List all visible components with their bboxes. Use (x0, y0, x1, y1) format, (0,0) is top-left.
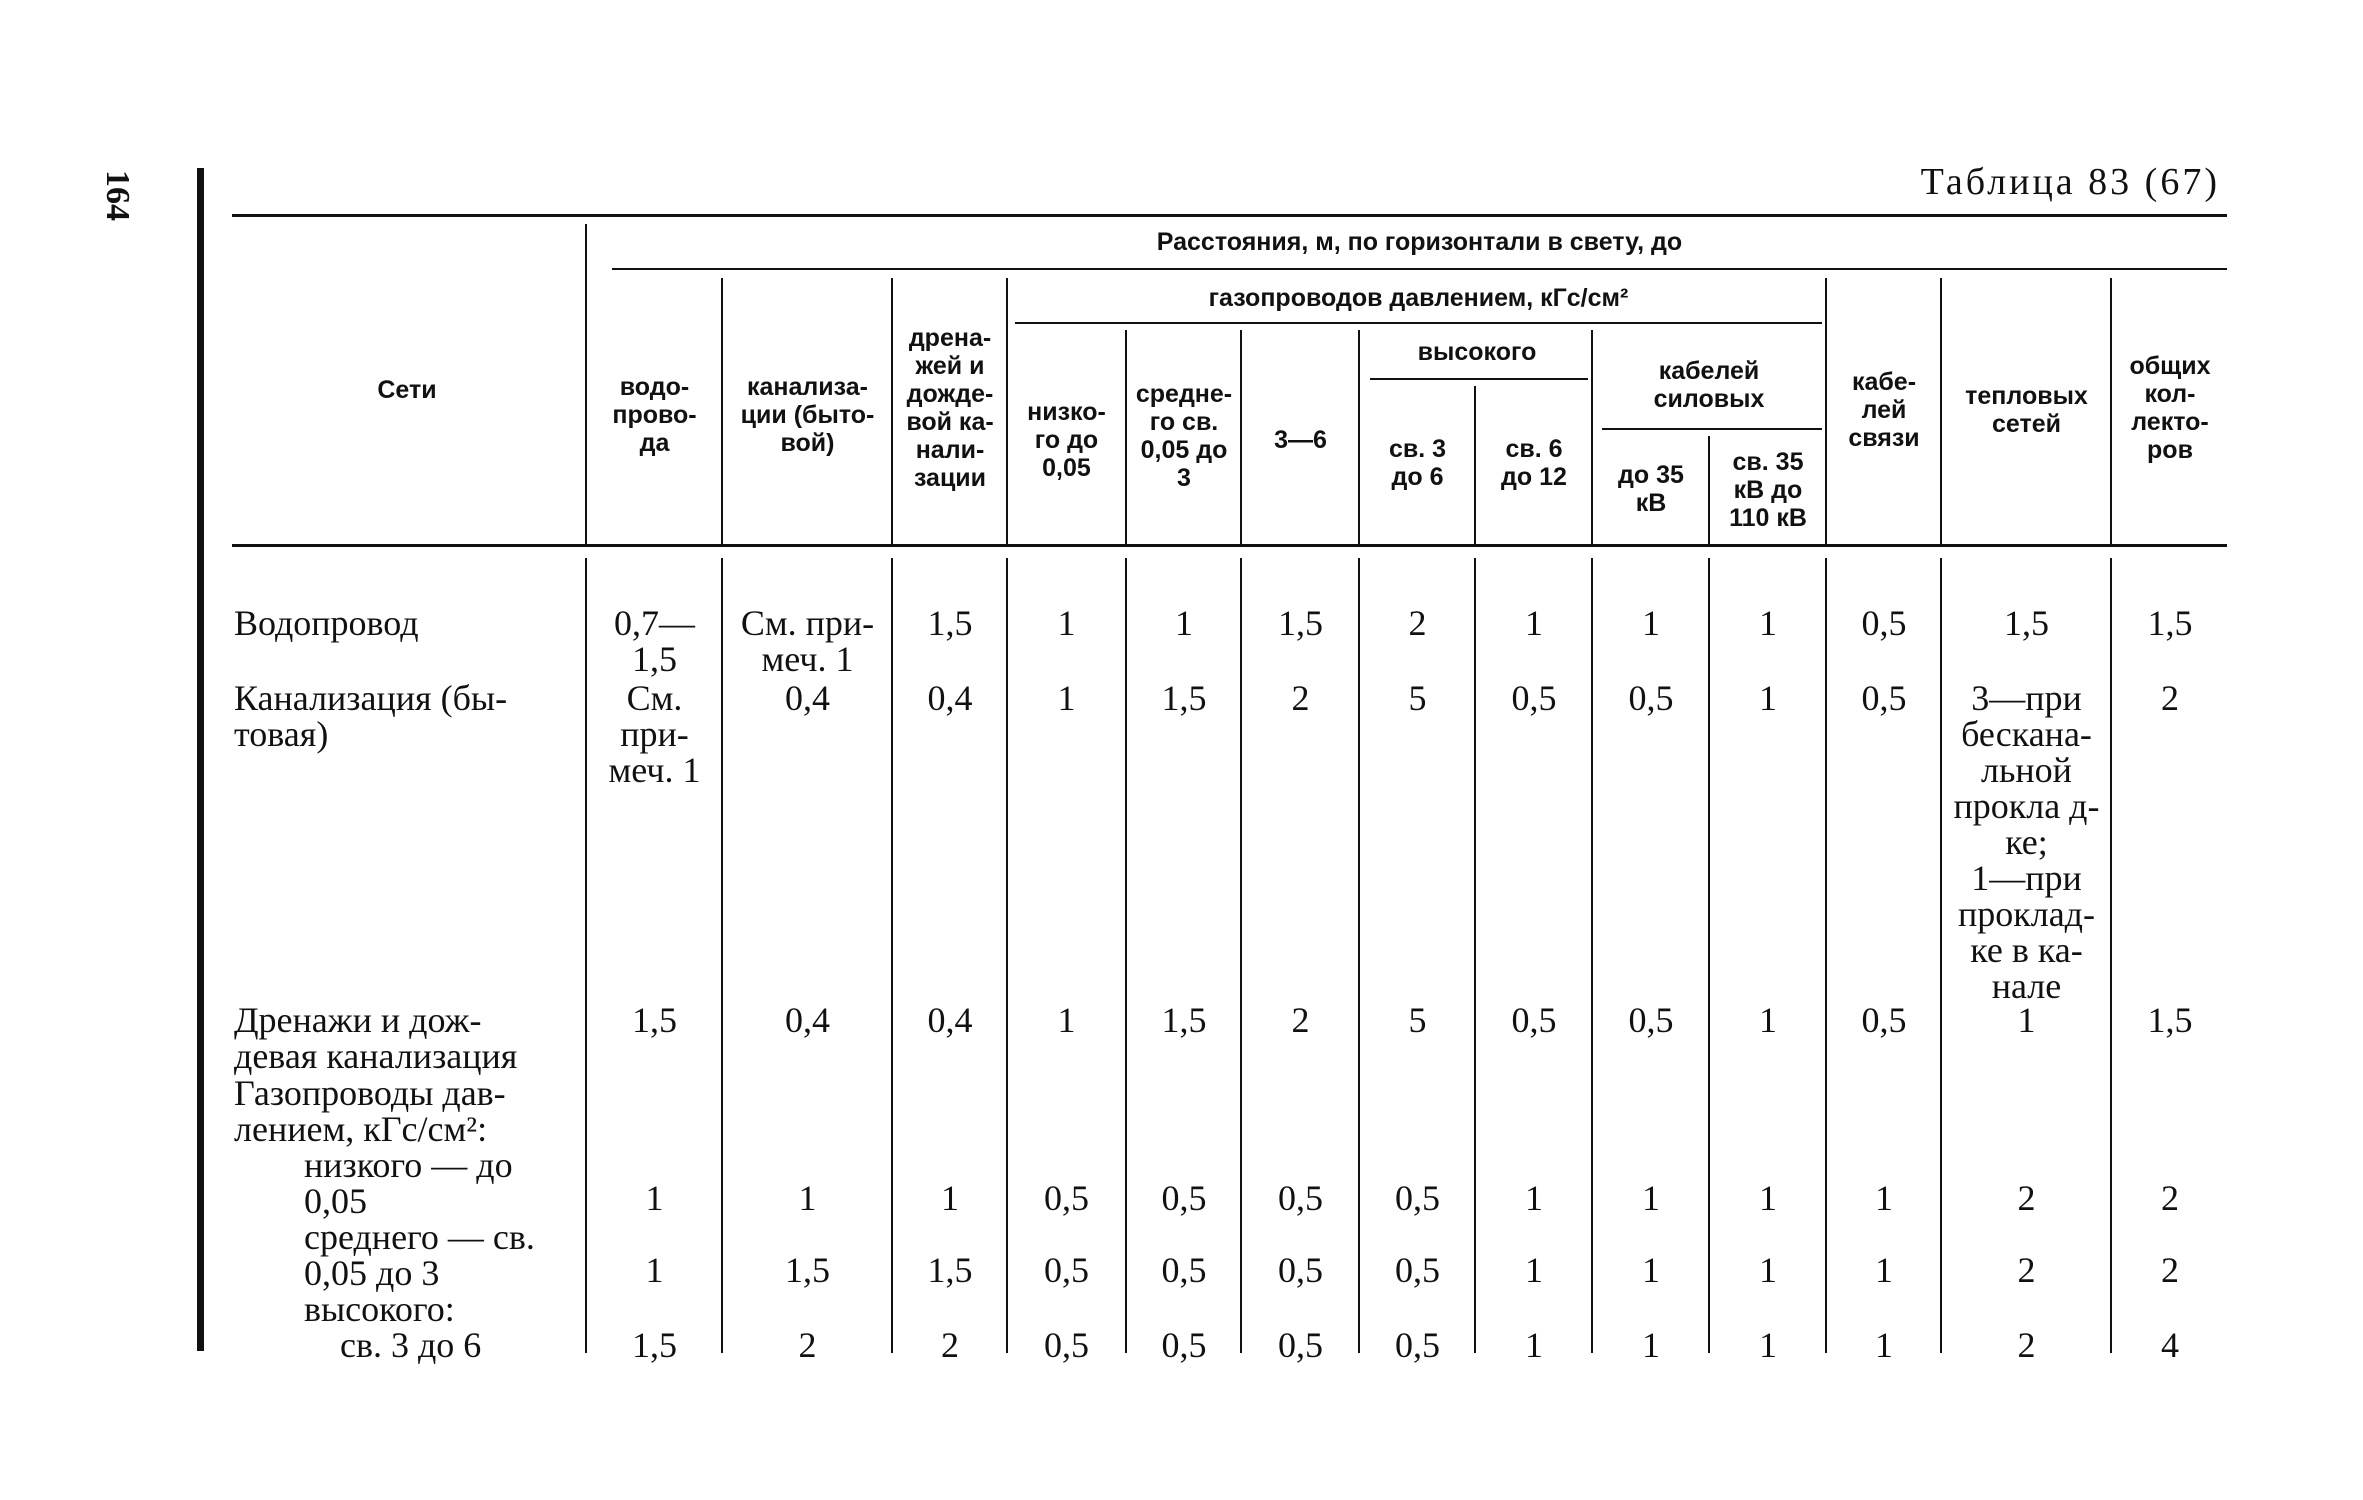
table-cell: 0,5 (1161, 1178, 1207, 1218)
table-cell: 0,5 (1511, 678, 1557, 718)
table-cell: 0,5 (1278, 1178, 1323, 1218)
table-cell: 1 (1759, 1000, 1777, 1040)
table-cell: 0,5 (1161, 1250, 1207, 1290)
table-cell: 1 (1759, 678, 1777, 718)
table-cell: 1 (1057, 1000, 1076, 1040)
table-cell: 0,5 (1161, 1325, 1207, 1365)
body-divider (1474, 558, 1476, 1353)
column-header: св. 3 до 6 (1388, 434, 1447, 491)
table-cell: 1 (1175, 603, 1193, 643)
header-divider (891, 278, 893, 546)
row-label-drainage: Дренажи и дож- девая канализация (234, 1000, 518, 1076)
header-divider (585, 224, 587, 546)
table-cell: 2 (2161, 678, 2179, 718)
table-cell: 1,5 (927, 603, 973, 643)
header-divider (1474, 386, 1476, 546)
body-divider (1006, 558, 1008, 1353)
header-networks: Сети (377, 376, 437, 404)
table-cell: 1 (1525, 603, 1543, 643)
header-divider (1240, 330, 1242, 546)
table-cell: 1,5 (632, 1325, 677, 1365)
page-number: 164 (99, 170, 136, 221)
table-cell: 0,5 (1395, 1325, 1440, 1365)
header-power-cables: кабелей силовых (1653, 357, 1765, 413)
table-cell: 2 (2017, 1250, 2036, 1290)
column-header: св. 6 до 12 (1501, 434, 1567, 491)
table-cell: 1 (645, 1250, 664, 1290)
table-cell: 1,5 (1161, 1000, 1207, 1040)
table-caption: Таблица 83 (67) (1920, 161, 2220, 203)
table-cell: 0,4 (927, 678, 973, 718)
table-cell: 1 (1057, 603, 1076, 643)
header-divider (1708, 436, 1710, 546)
table-cell: 1,5 (1278, 603, 1323, 643)
table-cell: 0,4 (785, 1000, 830, 1040)
table-cell: 1,5 (2004, 603, 2049, 643)
header-distances: Расстояния, м, по горизонтали в свету, до (1156, 228, 1683, 256)
table-cell: 0,5 (1861, 603, 1907, 643)
table-cell: 2 (1291, 1000, 1310, 1040)
column-header: дрена- жей и дожде- вой ка- нали- зации (906, 323, 994, 492)
header-divider (1825, 278, 1827, 546)
table-cell: 0,5 (1861, 678, 1907, 718)
table-cell: 0,5 (1395, 1178, 1440, 1218)
table-cell: 3—при бескана- льной прокла д- ке; 1—при проклад- ке в ка- нале (1953, 678, 2100, 1006)
table-cell: 0,5 (1511, 1000, 1557, 1040)
table-cell: См. при- меч. 1 (740, 603, 875, 679)
column-header: св. 35 кВ до 110 кВ (1729, 448, 1807, 532)
table-cell: 0,7— 1,5 (614, 603, 695, 679)
table-cell: 1 (1759, 1325, 1777, 1365)
table-cell: 1 (645, 1178, 664, 1218)
column-header: водо- прово- да (612, 373, 697, 457)
table-cell: 1 (1642, 1325, 1660, 1365)
column-header: канализа- ции (быто- вой) (740, 373, 875, 457)
table-cell: 1 (798, 1178, 817, 1218)
table-cell: 0,5 (1044, 1178, 1089, 1218)
table-cell: 1 (1642, 603, 1660, 643)
page-spine-rule (197, 168, 204, 1351)
table-cell: 1 (1057, 678, 1076, 718)
table-cell: 0,5 (1278, 1250, 1323, 1290)
table-cell: 5 (1408, 1000, 1427, 1040)
header-divider (1358, 330, 1360, 546)
table-cell: 1,5 (2147, 1000, 2193, 1040)
table-cell: 0,4 (785, 678, 830, 718)
body-divider (1940, 558, 1942, 1353)
table-cell: 1,5 (927, 1250, 973, 1290)
table-cell: 1 (1525, 1325, 1543, 1365)
table-cell: 2 (2161, 1178, 2179, 1218)
body-divider (2110, 558, 2112, 1353)
table-cell: 1 (1759, 1250, 1777, 1290)
column-header: низко- го до 0,05 (1027, 398, 1106, 482)
table-cell: 0,5 (1628, 678, 1674, 718)
table-cell: 4 (2161, 1325, 2179, 1365)
table-top-rule (232, 214, 2227, 217)
table-cell: 2 (798, 1325, 817, 1365)
body-divider (1825, 558, 1827, 1353)
table-cell: См. при- меч. 1 (608, 678, 701, 790)
column-header: средне- го св. 0,05 до 3 (1135, 379, 1233, 492)
header-high: высокого (1417, 338, 1537, 366)
column-header: 3—6 (1274, 426, 1327, 454)
table-cell: 1 (1642, 1178, 1660, 1218)
table-cell: 2 (1291, 678, 1310, 718)
table-cell: 1 (941, 1178, 959, 1218)
table-cell: 2 (1408, 603, 1427, 643)
column-header: до 35 кВ (1618, 460, 1684, 517)
column-header: тепловых сетей (1965, 382, 2088, 438)
header-bottom-rule (232, 544, 2227, 547)
table-cell: 0,5 (1861, 1000, 1907, 1040)
table-cell: 1,5 (2147, 603, 2193, 643)
table-cell: 0,5 (1044, 1325, 1089, 1365)
row-label-gas-pipelines: Газопроводы дав- лением, кГс/см²: (234, 1073, 506, 1149)
table-cell: 1 (1642, 1250, 1660, 1290)
body-divider (721, 558, 723, 1353)
table-cell: 1,5 (1161, 678, 1207, 718)
body-divider (1708, 558, 1710, 1353)
table-cell: 0,4 (927, 1000, 973, 1040)
table-cell: 1 (1759, 1178, 1777, 1218)
body-divider (1358, 558, 1360, 1353)
table-cell: 2 (2017, 1178, 2036, 1218)
body-divider (1125, 558, 1127, 1353)
row-label-gas-medium: среднего — св. 0,05 до 3 (304, 1217, 535, 1293)
body-divider (585, 558, 587, 1353)
row-label-sewerage: Канализация (бы- товая) (234, 678, 508, 754)
table-cell: 5 (1408, 678, 1427, 718)
column-header: кабе- лей связи (1848, 368, 1920, 452)
table-cell: 2 (941, 1325, 959, 1365)
row-label-gas-low: низкого — до 0,05 (304, 1145, 513, 1221)
table-cell: 1,5 (632, 1000, 677, 1040)
body-divider (1591, 558, 1593, 1353)
table-cell: 1 (1525, 1178, 1543, 1218)
header-divider (1940, 278, 1942, 546)
high-underline (1370, 378, 1588, 380)
table-cell: 2 (2017, 1325, 2036, 1365)
header-divider (1591, 330, 1593, 546)
row-label-gas-high: высокого: (304, 1289, 455, 1329)
row-label-water-supply: Водопровод (234, 603, 419, 643)
row-label-gas-high-3-6: св. 3 до 6 (340, 1325, 482, 1365)
power-cables-underline (1602, 428, 1822, 430)
table-cell: 1 (2017, 1000, 2036, 1040)
table-cell: 1,5 (785, 1250, 830, 1290)
body-divider (1240, 558, 1242, 1353)
column-header: общих кол- лекто- ров (2129, 351, 2211, 464)
body-divider (891, 558, 893, 1353)
table-cell: 0,5 (1628, 1000, 1674, 1040)
table-cell: 1 (1875, 1325, 1893, 1365)
header-divider (721, 278, 723, 546)
table-cell: 2 (2161, 1250, 2179, 1290)
table-cell: 1 (1875, 1178, 1893, 1218)
table-cell: 1 (1525, 1250, 1543, 1290)
table-cell: 0,5 (1044, 1250, 1089, 1290)
table-cell: 0,5 (1395, 1250, 1440, 1290)
header-divider (2110, 278, 2112, 546)
header-gas-group: газопроводов давлением, кГс/см² (1208, 284, 1629, 312)
header-divider (1125, 330, 1127, 546)
table-cell: 1 (1875, 1250, 1893, 1290)
distances-underline (612, 268, 2227, 270)
gas-group-underline (1015, 322, 1822, 324)
table-cell: 1 (1759, 603, 1777, 643)
table-cell: 0,5 (1278, 1325, 1323, 1365)
